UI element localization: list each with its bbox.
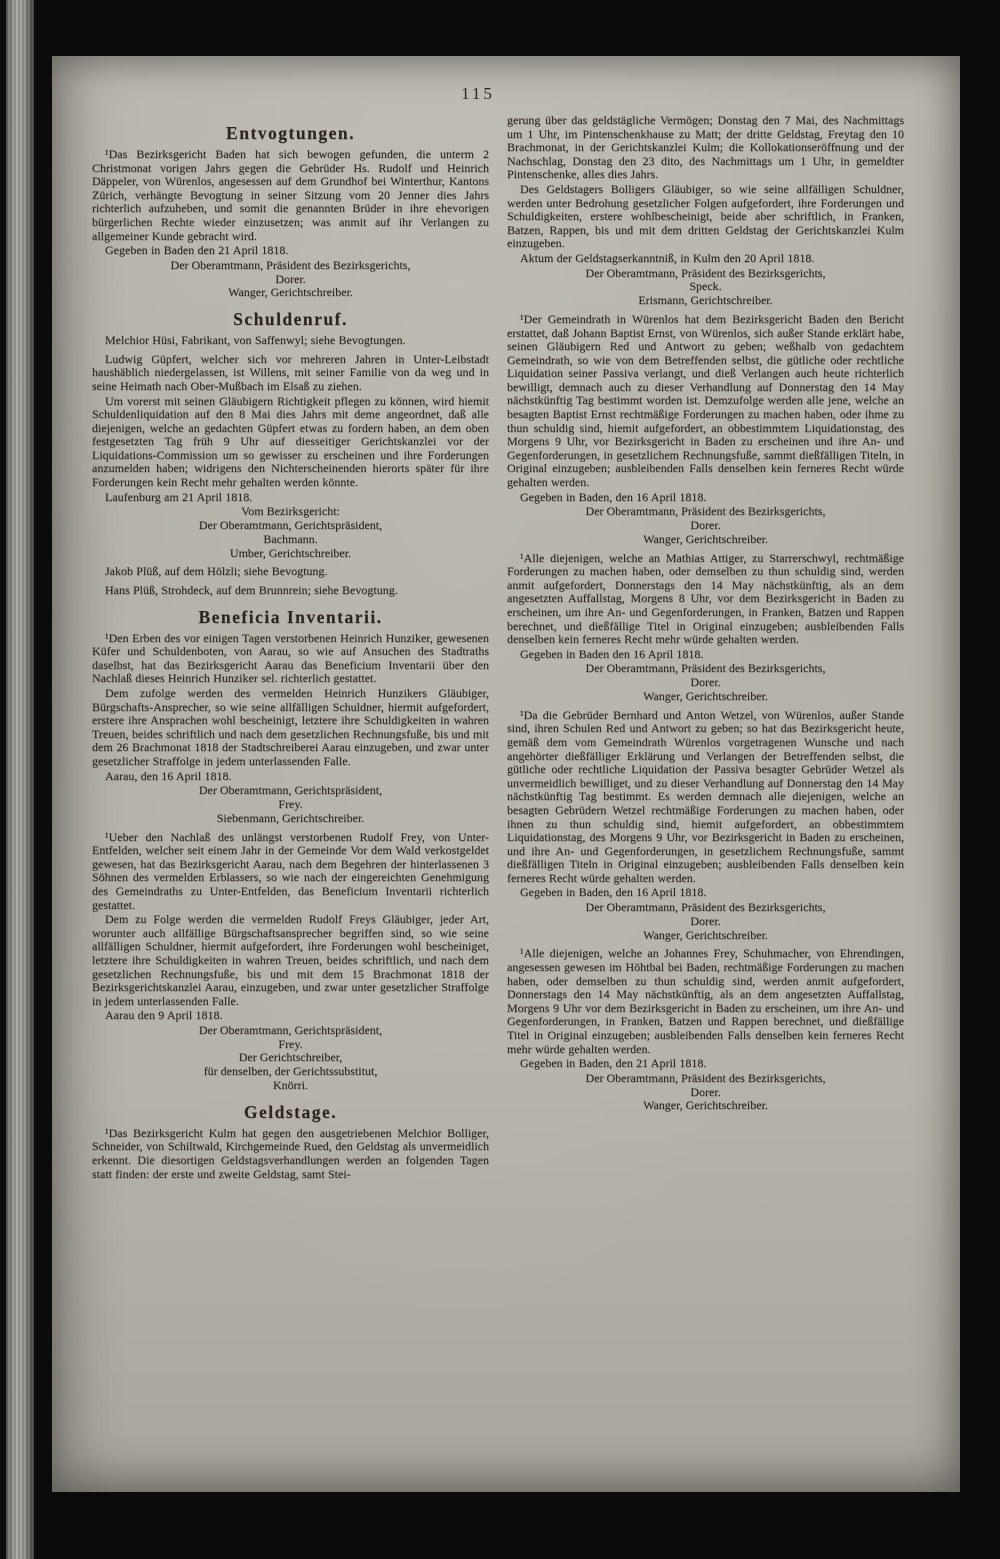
signature-line: Wanger, Gerichtschreiber.	[643, 1098, 768, 1113]
page	[52, 56, 960, 1492]
section-heading: Schuldenruf.	[233, 309, 348, 330]
paragraph: Hans Plüß, Strohdeck, auf dem Brunnrein; siehe Bevogtung.	[105, 583, 398, 598]
paragraph: Gegeben in Baden, den 16 April 1818.	[520, 489, 707, 504]
signature-line: Erismann, Gerichtschreiber.	[638, 293, 773, 308]
paragraph: ¹Alle diejenigen, welche an Johannes Frey, Schuhmacher, von Ehrendingen, angesessen gewesen im Höhtbal bei Baden, rechtmäßige Forderungen zu machen haben, oder demselben zu thun schuldig sind, werden anmit aufgefordert, Donnerstags den 14 May nächstkünftig, als an dem angesetzten Auffallstag, Morgens 9 Uhr vor dem Bezirksgericht in Baden zu erscheinen, um ihre An- und Gegenforderungen, in Franken, Batzen und Rappen berechnet, und dießfällige Titel in Original einzugeben; ausbleibenden Falls denselben kein ferneres Recht mehr würde gehalten werden.	[507, 946, 904, 1056]
paragraph: Gegeben in Baden den 21 April 1818.	[105, 243, 289, 258]
paragraph-continuation: gerung über das geldstägliche Vermögen; Donstag den 7 Mai, des Nachmittags um 1 Uhr, im Pintenschenkhause zu Matt; der dritte Geldstag, Freytag den 10 Brachmonat, in der Gerichtskanzlei Kulm; die Kollokationseröffnung und der Nachschlag, Donstag den 23 dito, des Nachmittags um 1 Uhr, in gemeldter Pintenschenke, alles dies Jahrs.	[507, 114, 904, 182]
signature-line: Dorer.	[690, 913, 721, 928]
signature-line: Wanger, Gerichtschreiber.	[643, 688, 768, 703]
paragraph: Laufenburg am 21 April 1818.	[105, 489, 253, 504]
paragraph: Melchior Hüsi, Fabrikant, von Saffenwyl; siehe Bevogtungen.	[105, 333, 406, 348]
signature-line: Dorer.	[275, 271, 306, 286]
paragraph: Aktum der Geldstagserkanntniß, in Kulm den 20 April 1818.	[520, 250, 815, 265]
paragraph: Des Geldstagers Bolligers Gläubiger, so wie seine allfälligen Schuldner, werden unter Bedrohung gesetzlicher Folgen aufgefordert, ihre Forderungen und Schuldigkeiten, erstere wohlbescheinigt, beide aber schriftlich, in Franken, Batzen, Rappen, bis und mit dem dritten Geldstag der Gerichtskanzlei Kulm einzugeben.	[507, 181, 904, 251]
signature-line: Wanger, Gerichtschreiber.	[228, 285, 353, 300]
paragraph: Gegeben in Baden, den 21 April 1818.	[520, 1056, 707, 1071]
signature-line: Der Oberamtmann, Präsident des Bezirksgerichts,	[585, 900, 826, 915]
signature-line: Umber, Gerichtschreiber.	[229, 545, 352, 560]
section-heading: Entvogtungen.	[226, 123, 355, 143]
signature-line: Speck.	[689, 279, 722, 294]
paragraph: ¹Der Gemeindrath in Würenlos hat dem Bezirksgericht Baden den Bericht erstattet, daß Johann Baptist Ernst, von Würenlos, sich außer Stande erklärt habe, seinen Gläubigern Red und Antwort zu geben; weßhalb von gedachtem Gemeindrath, so wie von dem Betreffenden selbst, die gütliche oder rechtliche Liquidation seiner Passiva verlangt, und dieß Verlangen auch heute richterlich bewilligt, demnach auch zu dieser Verhandlung auf Donnerstag den 14 May nächstkünftig Tag bestimmt worden ist. Demzufolge werden alle jene, welche an besagten Baptist Ernst rechtmäßige Forderungen zu machen haben, oder ihme zu thun schuldig sind, hiemit aufgefordert, an obbestimmtem Liquidationstag, des Morgens 9 Uhr, vor Bezirksgericht in Baden zu erscheinen und ihre An- und Gegenforderungen, in gesetzlichem Rechnungsfuße, sammt dießfälligen Titeln, in Original einzugeben; ausbleibenden Falls denselben kein ferneres Recht würde gehalten werden.	[507, 311, 904, 490]
right-column	[507, 114, 904, 1444]
signature-line: Dorer.	[690, 518, 721, 533]
paragraph: Gegeben in Baden, den 16 April 1818.	[520, 885, 707, 900]
paragraph: ¹Das Bezirksgericht Baden hat sich bewogen gefunden, die unterm 2 Christmonat vorigen Jahrs gegen die Gebrüder Hs. Rudolf und Heinrich Däppeler, von Würenlos, angesessen auf dem Grundhof bei Winterthur, Kantons Zürich, verhängte Bevogtung in seiner Sitzung vom 20 Jenner dies Jahrs richterlich aufzuheben, und somit die genannten Brüder in ihre ehevorigen bürgerlichen Rechte wieder einzusetzen; was anmit auf ihr Verlangen zu allgemeiner Kunde gebracht wird.	[92, 147, 489, 243]
paragraph: Ludwig Güpfert, welcher sich vor mehreren Jahren in Unter-Leibstadt haushäblich niedergelassen, ist Willens, mit seiner Familie von da weg und in seine Heimath nach Ober-Mußbach im Elsaß zu ziehen.	[92, 351, 489, 393]
paragraph: Jakob Plüß, auf dem Hölzli; siehe Bevogtung.	[105, 564, 328, 579]
section-heading: Geldstage.	[243, 1101, 338, 1122]
page-number: 115	[461, 84, 495, 103]
signature-line: für denselben, der Gerichtssubstitut,	[203, 1064, 378, 1079]
signature-line: Der Oberamtmann, Präsident des Bezirksgerichts,	[585, 265, 826, 280]
paragraph: ¹Alle diejenigen, welche an Mathias Attiger, zu Starrerschwyl, rechtmäßige Forderungen zu machen haben, oder demselben zu thun schuldig sind, werden anmit aufgefordert, Donnerstags den 14 May nächstkünftig, als an dem angesetzten Auffallstag, Morgens 8 Uhr, vor dem Bezirksgericht in Baden zu erscheinen, um ihre An- und Gegenforderungen, in Franken, Batzen und Rappen berechnet, und dießfällige Titel in Original einzugeben; ausbleibenden Falls denselben kein ferneres Recht mehr würde gehalten werden.	[507, 550, 904, 647]
paragraph: ¹Das Bezirksgericht Kulm hat gegen den ausgetriebenen Melchior Bolliger, Schneider, von Schiltwald, Kirchgemeinde Rued, den Geldstag als unvermeidlich erkennt. Die diesortigen Geldstagsverhandlungen werden an folgenden Tagen statt finden: der erste und zweite Geldstag, samt Stei-	[92, 1125, 489, 1181]
paragraph: Dem zufolge werden des vermelden Heinrich Hunzikers Gläubiger, Bürgschafts-Ansprecher, so wie seine allfälligen Schuldner, hiermit aufgefordert, erstere ihre Ansprachen wohl bescheinigt, letztere ihre Schuldigkeiten in wahren Treuen, beides schriftlich und nach dem gesetzlichen Rechnungsfuße, bis und mit dem 26 Brachmonat 1818 der Stadtschreiberei Aarau einzugeben, und zwar unter gesetzlicher Straffolge in jedem unterlassenden Falle.	[92, 686, 489, 768]
text-block	[92, 114, 904, 1444]
signature-line: Wanger, Gerichtschreiber.	[643, 531, 768, 546]
signature-line: Der Oberamtmann, Präsident des Bezirksgerichts,	[170, 257, 411, 272]
paragraph: Aarau den 9 April 1818.	[105, 1008, 223, 1023]
signature-line: Siebenmann, Gerichtschreiber.	[216, 810, 365, 825]
signature-line: Frey.	[278, 1036, 303, 1051]
book-edge	[6, 0, 34, 1559]
signature-line: Dorer.	[690, 1084, 721, 1099]
signature-line: Knörri.	[273, 1078, 308, 1093]
paragraph: Gegeben in Baden den 16 April 1818.	[520, 646, 704, 661]
signature-line: Der Oberamtmann, Präsident des Bezirksgerichts,	[585, 661, 826, 676]
signature-line: Dorer.	[690, 675, 721, 690]
signature-line: Der Oberamtmann, Gerichtspräsident,	[198, 783, 383, 798]
signature-line: Der Oberamtmann, Präsident des Bezirksgerichts,	[585, 504, 826, 519]
signature-line: Der Oberamtmann, Gerichtspräsident,	[198, 518, 383, 533]
left-column	[92, 114, 489, 1444]
signature-line: Der Gerichtschreiber,	[238, 1050, 343, 1065]
paragraph: Um vorerst mit seinen Gläubigern Richtigkeit pflegen zu können, wird hiemit Schuldenliquidation auf den 8 Mai dies Jahrs mit deme angeordnet, daß alle diejenigen, welche an gedachten Güpfert etwas zu fordern haben, an dem oben festgesetzten Tag früh 9 Uhr auf diesseitiger Gerichtskanzlei vor der Liquidations-Commission um so gewisser zu erscheinen und ihre Forderungen anzumelden haben; widrigens den Nichterscheinenden hierorts später für ihre Forderungen kein Recht mehr gehalten werden könnte.	[92, 393, 489, 490]
signature-line: Bachmann.	[263, 531, 318, 546]
signature-line: Der Oberamtmann, Gerichtspräsident,	[198, 1022, 383, 1037]
paragraph: ¹Den Erben des vor einigen Tagen verstorbenen Heinrich Hunziker, gewesenen Küfer und Schuldenboten, von Aarau, so wie auf Ansuchen des Stadtraths daselbst, hat das Bezirksgericht Aarau das Beneficium Inventarii über den Nachlaß dieses Heinrich Hunziker sel. richterlich gestattet.	[92, 630, 489, 686]
signature-line: Vom Bezirksgericht:	[241, 504, 340, 519]
paragraph: ¹Da die Gebrüder Bernhard und Anton Wetzel, von Würenlos, außer Stande sind, ihren Schulen Red und Antwort zu geben; so hat das Bezirksgericht heute, gemäß dem vom Gemeindrath Würenlos vorgetragenen Wunsche und nach angehörter dießfälliger Erklärung und Verlangen der Betreffenden selbst, die gütliche oder rechtliche Liquidation der Passiva besagter Gebrüder Wetzel als unvermeidlich bewilliget, und zu dieser Verhandlung auf Donnerstag den 14 May nächstkünftig Tag bestimmt. Es werden demnach alle diejenigen, welche an besagten Gebrüdern Wetzel rechtmäßige Forderungen zu machen haben, oder ihnen zu thun schuldig sind, hiemit aufgefordert, an obbestimmtem Liquidationstag, des Morgens 9 Uhr, vor Bezirksgericht in Baden zu erscheinen, und ihre An- und Gegenforderungen, in gesetzlichem Rechnungsfuße, sammt dießfälligen Titeln in Original einzugeben; ausbleibenden Falls denselben kein ferneres Recht würde gehalten werden.	[507, 707, 904, 885]
paragraph: ¹Ueber den Nachlaß des unlängst verstorbenen Rudolf Frey, von Unter-Entfelden, welcher seit einem Jahr in der Gemeinde Vor dem Wald verkostgeldet gewesen, hat das Bezirksgericht Aarau, nach dem Begehren der hinterlassenen 3 Söhnen des vermelden Erblassers, so wie nach der eingereichten Genehmigung des Gemeindraths zu Unter-Entfelden, das Beneficium Inventarii richterlich gestattet.	[92, 829, 489, 912]
paragraph: Dem zu Folge werden die vermelden Rudolf Freys Gläubiger, jeder Art, worunter auch allfällige Bürgschaftsansprecher begriffen sind, so wie seine allfälligen Schuldner, hiermit aufgefordert, ihre Forderungen wohl bescheiniget, letztere ihre Schuldigkeiten in wahren Treuen, beides schriftlich, und nach dem gesetzlichen Rechnungsfuße, bis und mit dem 15 Brachmonat 1818 der Bezirksgerichtskanzlei Aarau, einzugeben, und zwar unter gesetzlicher Straffolge in jedem unterlassenden Falle.	[92, 912, 489, 1008]
signature-line: Wanger, Gerichtschreiber.	[643, 927, 768, 942]
signature-line: Der Oberamtmann, Präsident des Bezirksgerichts,	[585, 1070, 826, 1085]
paragraph: Aarau, den 16 April 1818.	[105, 768, 232, 783]
section-heading: Beneficia Inventarii.	[198, 606, 383, 627]
signature-line: Frey.	[278, 796, 303, 811]
